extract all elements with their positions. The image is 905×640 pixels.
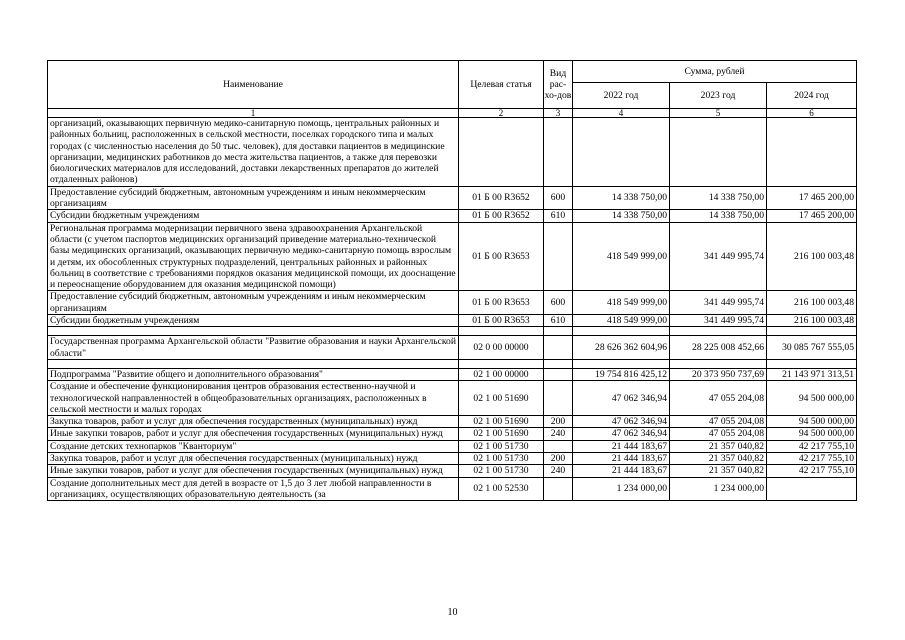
row-2024: 42 217 755,10 xyxy=(767,465,857,477)
row-kind: 200 xyxy=(544,416,573,428)
row-2022: 21 444 183,67 xyxy=(573,465,670,477)
row-2024 xyxy=(767,477,857,501)
row-2022: 418 549 999,00 xyxy=(573,315,670,327)
row-target: 01 Б 00 R3652 xyxy=(459,210,544,222)
header-name: Наименование xyxy=(48,61,459,109)
row-name: Субсидии бюджетным учреждениям xyxy=(48,210,459,222)
row-2024: 42 217 755,10 xyxy=(767,440,857,452)
row-2022: 21 444 183,67 xyxy=(573,440,670,452)
row-2023 xyxy=(670,118,767,187)
subprogram-row xyxy=(48,368,857,380)
subprogram-2023: 20 373 950 737,69 xyxy=(670,368,767,380)
table-row xyxy=(48,291,857,315)
row-kind: 240 xyxy=(544,465,573,477)
row-2023: 21 357 040,82 xyxy=(670,440,767,452)
row-2023: 47 055 204,08 xyxy=(670,428,767,440)
page-number: 10 xyxy=(447,607,458,618)
row-2023: 47 055 204,08 xyxy=(670,381,767,416)
row-2022: 21 444 183,67 xyxy=(573,453,670,465)
header-kind: Вид рас-хо-дов xyxy=(544,61,573,109)
table-row xyxy=(48,416,857,428)
table-row xyxy=(48,465,857,477)
spacer-row xyxy=(48,327,857,336)
row-target: 01 Б 00 R3652 xyxy=(459,186,544,210)
header-2022: 2022 год xyxy=(573,83,670,109)
row-2022: 47 062 346,94 xyxy=(573,428,670,440)
program-row xyxy=(48,336,857,360)
program-2023: 28 225 008 452,66 xyxy=(670,336,767,360)
row-name: Предоставление субсидий бюджетным, автономным учреждениям и иным некоммерческим организациям xyxy=(48,186,459,210)
row-2023: 14 338 750,00 xyxy=(670,186,767,210)
colnum-4: 4 xyxy=(573,109,670,118)
table-row xyxy=(48,222,857,291)
colnum-1: 1 xyxy=(48,109,459,118)
row-name: Закупка товаров, работ и услуг для обеспечения государственных (муниципальных) нужд xyxy=(48,453,459,465)
row-kind: 240 xyxy=(544,428,573,440)
table-row xyxy=(48,186,857,210)
row-2023: 47 055 204,08 xyxy=(670,416,767,428)
row-2023: 341 449 995,74 xyxy=(670,291,767,315)
row-name: Создание детских технопарков "Кванториум" xyxy=(48,440,459,452)
subprogram-kind xyxy=(544,368,573,380)
row-2024: 17 465 200,00 xyxy=(767,210,857,222)
colnum-5: 5 xyxy=(670,109,767,118)
row-kind xyxy=(544,477,573,501)
row-2022: 14 338 750,00 xyxy=(573,210,670,222)
row-name: Региональная программа модернизации первичного звена здравоохранения Архангельской области (с учетом паспортов медицинских организаций приведение материально-технической базы медицинских организаций, оказывающих первичную медико-санитарную помощь взрослым и детям, их обособленных структурных подразделений, центральных районных и районных больниц в соответствие с требованиями порядков оказания медицинской помощи, их дооснащение и переоснащение оборудованием для оказания медицинской помощи) xyxy=(48,222,459,291)
row-2024: 216 100 003,48 xyxy=(767,222,857,291)
row-kind xyxy=(544,118,573,187)
row-2022: 47 062 346,94 xyxy=(573,416,670,428)
row-2023: 21 357 040,82 xyxy=(670,465,767,477)
row-2024: 216 100 003,48 xyxy=(767,315,857,327)
row-name: Создание дополнительных мест для детей в возрасте от 1,5 до 3 лет любой направленности в организациях, осуществляющих образовательную деятельность (за xyxy=(48,477,459,501)
spacer-row xyxy=(48,359,857,368)
program-kind xyxy=(544,336,573,360)
row-target: 02 1 00 52530 xyxy=(459,477,544,501)
table-body-education xyxy=(48,327,857,381)
row-kind: 610 xyxy=(544,315,573,327)
row-kind xyxy=(544,222,573,291)
row-name: Закупка товаров, работ и услуг для обеспечения государственных (муниципальных) нужд xyxy=(48,416,459,428)
row-target xyxy=(459,118,544,187)
row-2022: 14 338 750,00 xyxy=(573,186,670,210)
table-row xyxy=(48,453,857,465)
table-row xyxy=(48,477,857,501)
row-2024: 216 100 003,48 xyxy=(767,291,857,315)
table-row xyxy=(48,428,857,440)
row-2023: 341 449 995,74 xyxy=(670,222,767,291)
row-target: 02 1 00 51690 xyxy=(459,416,544,428)
program-name: Государственная программа Архангельской области "Развитие образования и науки Архангельской области" xyxy=(48,336,459,360)
subprogram-2024: 21 143 971 313,51 xyxy=(767,368,857,380)
row-kind: 600 xyxy=(544,291,573,315)
header-2024: 2024 год xyxy=(767,83,857,109)
table-row xyxy=(48,440,857,452)
row-target: 02 1 00 51730 xyxy=(459,440,544,452)
program-target: 02 0 00 00000 xyxy=(459,336,544,360)
row-target: 02 1 00 51690 xyxy=(459,381,544,416)
subprogram-target: 02 1 00 00000 xyxy=(459,368,544,380)
row-name: Предоставление субсидий бюджетным, автономным учреждениям и иным некоммерческим организациям xyxy=(48,291,459,315)
row-2022 xyxy=(573,118,670,187)
table-row xyxy=(48,118,857,187)
row-2023: 1 234 000,00 xyxy=(670,477,767,501)
row-target: 02 1 00 51730 xyxy=(459,453,544,465)
row-target: 01 Б 00 R3653 xyxy=(459,222,544,291)
row-name: Иные закупки товаров, работ и услуг для обеспечения государственных (муниципальных) нужд xyxy=(48,428,459,440)
row-name: Иные закупки товаров, работ и услуг для обеспечения государственных (муниципальных) нужд xyxy=(48,465,459,477)
row-2022: 1 234 000,00 xyxy=(573,477,670,501)
row-kind: 610 xyxy=(544,210,573,222)
row-kind xyxy=(544,440,573,452)
subprogram-2022: 19 754 816 425,12 xyxy=(573,368,670,380)
table-row xyxy=(48,210,857,222)
row-2023: 21 357 040,82 xyxy=(670,453,767,465)
header-target: Целевая статья xyxy=(459,61,544,109)
row-target: 01 Б 00 R3653 xyxy=(459,315,544,327)
row-2023: 14 338 750,00 xyxy=(670,210,767,222)
row-2024: 94 500 000,00 xyxy=(767,416,857,428)
row-2024 xyxy=(767,118,857,187)
row-name: Субсидии бюджетным учреждениям xyxy=(48,315,459,327)
row-2022: 418 549 999,00 xyxy=(573,291,670,315)
row-2024: 94 500 000,00 xyxy=(767,381,857,416)
row-kind: 600 xyxy=(544,186,573,210)
row-kind xyxy=(544,381,573,416)
row-2024: 42 217 755,10 xyxy=(767,453,857,465)
row-name: организаций, оказывающих первичную медико-санитарную помощь, центральных районных и районных больниц, расположенных в сельской местности, поселках городского типа и малых городах (с численностью населения до 50 тыс. человек), для доставки пациентов в медицинские организации, медицинских работников до места жительства пациентов, а также для перевозки биологических материалов для исследований, доставки лекарственных препаратов до жителей отдаленных районов) xyxy=(48,118,459,187)
row-2024: 17 465 200,00 xyxy=(767,186,857,210)
table-body-education-items xyxy=(48,381,857,501)
colnum-3: 3 xyxy=(544,109,573,118)
colnum-6: 6 xyxy=(767,109,857,118)
subprogram-name: Подпрограмма "Развитие общего и дополнительного образования" xyxy=(48,368,459,380)
header-sum: Сумма, рублей xyxy=(573,61,857,83)
program-2022: 28 626 362 604,96 xyxy=(573,336,670,360)
row-target: 02 1 00 51690 xyxy=(459,428,544,440)
colnum-2: 2 xyxy=(459,109,544,118)
row-2023: 341 449 995,74 xyxy=(670,315,767,327)
row-target: 01 Б 00 R3653 xyxy=(459,291,544,315)
table-body-health xyxy=(48,118,857,327)
row-2022: 47 062 346,94 xyxy=(573,381,670,416)
header-2023: 2023 год xyxy=(670,83,767,109)
table-row xyxy=(48,315,857,327)
row-2024: 94 500 000,00 xyxy=(767,428,857,440)
table-row xyxy=(48,381,857,416)
row-2022: 418 549 999,00 xyxy=(573,222,670,291)
row-target: 02 1 00 51730 xyxy=(459,465,544,477)
program-2024: 30 085 767 555,05 xyxy=(767,336,857,360)
row-kind: 200 xyxy=(544,453,573,465)
budget-table xyxy=(47,60,857,501)
row-name: Создание и обеспечение функционирования центров образования естественно-научной и технологической направленностей в общеобразовательных организациях, расположенных в сельской местности и малых городах xyxy=(48,381,459,416)
